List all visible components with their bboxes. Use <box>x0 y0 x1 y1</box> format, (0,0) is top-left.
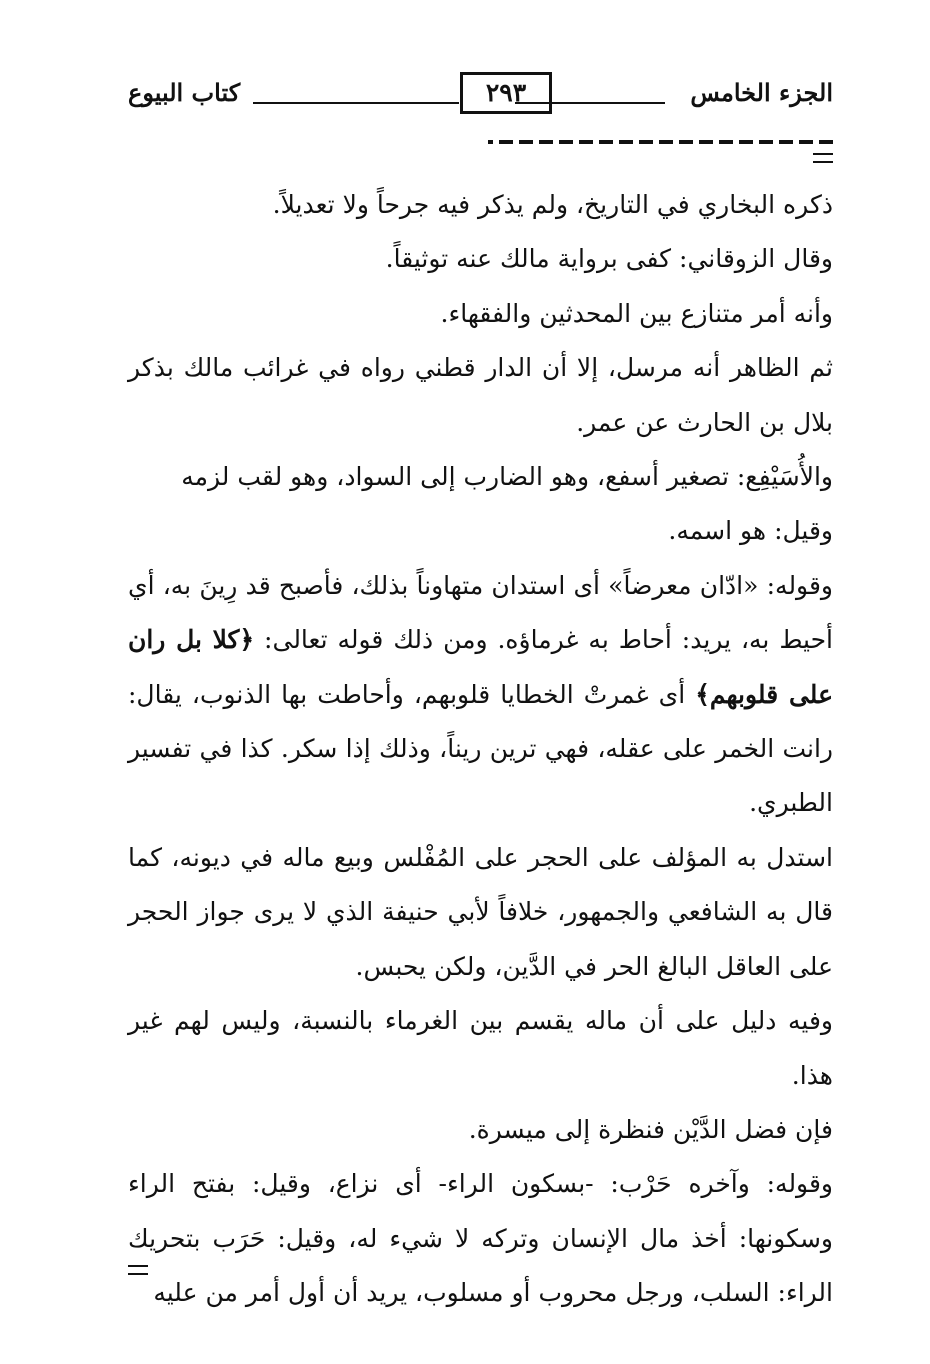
quran-quote: ﴿كلا بل ران على قلوبهم﴾ <box>128 625 833 709</box>
paragraph: والأُسَيْفِع: تصغير أسفع، وهو الضارب إلى السواد، وهو لقب لزمه <box>181 462 833 492</box>
page-number: ٢٩٣ <box>460 72 552 114</box>
paragraph-text: أى غمرتْ الخطايا قلوبهم، وأحاطت بها الذنوب، يقال: رانت الخمر على عقله، فهي ترين ريناً، وذلك إذا سكر. كذا في تفسير الطبري. <box>128 679 833 818</box>
footnote-body <box>128 178 833 1321</box>
continuation-mark-bottom <box>128 1265 148 1275</box>
paragraph: وأنه أمر متنازع بين المحدثين والفقهاء. <box>440 298 833 328</box>
paragraph: فإن فضل الدَّيْن فنظرة إلى ميسرة. <box>468 1114 833 1144</box>
paragraph: ذكره البخاري في التاريخ، ولم يذكر فيه جرحاً ولا تعديلاً. <box>272 190 833 219</box>
paragraph-text: وقوله: «ادّان معرضاً» أى استدان متهاوناً بذلك، فأصبح قد رِينَ به، أي أحيط به، يريد: أحاط به غرماؤه. ومن ذلك قوله تعالى: <box>128 570 833 655</box>
footnote-separator <box>488 140 833 144</box>
paragraph: وقال الزوقاني: كفى برواية مالك عنه توثيقاً. <box>385 244 833 274</box>
paragraph: استدل به المؤلف على الحجر على المُفْلس وبيع ماله في ديونه، كما قال به الشافعي والجمهور، خلافاً لأبي حنيفة الذي لا يرى جواز الحجر على العاقل البالغ الحر في الدَّين، ولكن يحبس. <box>128 842 833 981</box>
paragraph <box>128 559 833 831</box>
paragraph: ثم الظاهر أنه مرسل، إلا أن الدار قطني رواه في غرائب مالك بذكر بلال بن الحارث عن عمر. <box>128 353 833 437</box>
paragraph: وقيل: هو اسمه. <box>668 516 833 546</box>
header-rule-left <box>253 102 459 104</box>
page-header <box>128 72 833 118</box>
book-title: كتاب البيوع <box>128 78 241 107</box>
paragraph: وقوله: وآخره حَرْب: -بسكون الراء- أى نزاع، وقيل: بفتح الراء وسكونها: أخذ مال الإنسان وتركه لا شيء له، وقيل: حَرَب بتحريك الراء: السلب، ورجل محروب أو مسلوب، يريد أن أول أمر من عليه <box>128 1169 833 1308</box>
volume-title: الجزء الخامس <box>690 78 833 107</box>
paragraph: وفيه دليل على أن ماله يقسم بين الغرماء بالنسبة، وليس لهم غير هذا. <box>128 1006 833 1090</box>
continuation-mark-top <box>813 153 833 163</box>
